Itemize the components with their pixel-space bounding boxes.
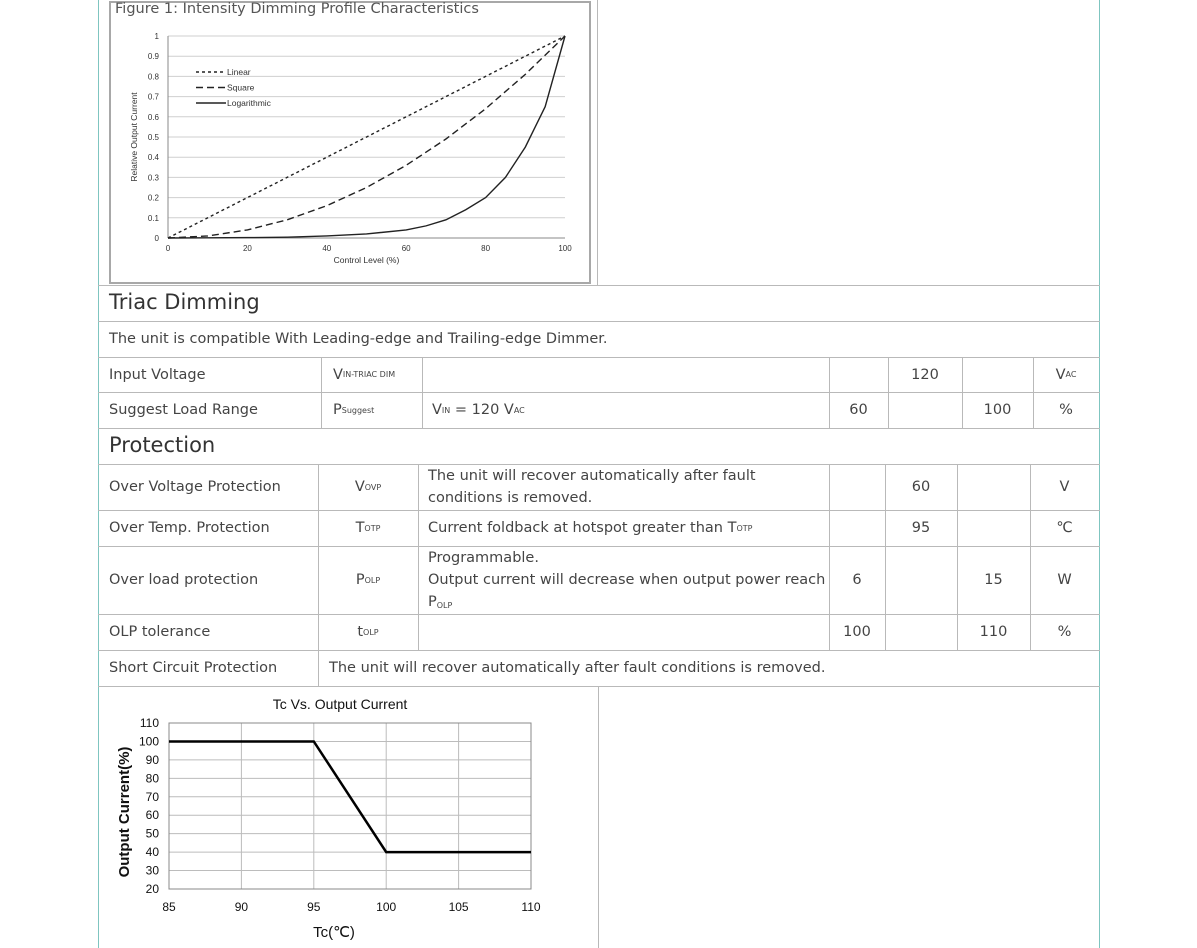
chart-title: Tc Vs. Output Current xyxy=(272,696,408,712)
y-tick-label: 0.6 xyxy=(147,112,159,122)
symbol-sub: Suggest xyxy=(341,405,375,415)
symbol-sub: OLP xyxy=(364,575,381,585)
row-ovp-symbol xyxy=(318,464,418,510)
cond-line-3 xyxy=(428,591,825,617)
cond-line-2: Output current will decrease when output power reach xyxy=(428,572,826,588)
row-olp-condition xyxy=(428,547,825,617)
row-scp-param: Short Circuit Protection xyxy=(109,660,278,676)
y-tick-label: 100 xyxy=(138,734,159,749)
page-frame-left xyxy=(98,0,99,948)
y-tick-label: 0.5 xyxy=(147,133,159,142)
row-olp-tolerance-max: 110 xyxy=(979,624,1008,640)
y-tick-label: 80 xyxy=(145,771,159,786)
row-otp-unit: ℃ xyxy=(1056,520,1073,536)
x-axis-label: Tc(℃) xyxy=(313,924,355,941)
figure2-chart xyxy=(100,688,596,946)
row-olp-tolerance-param: OLP tolerance xyxy=(109,624,211,640)
row-otp-typ: 95 xyxy=(911,520,931,536)
y-tick-label: 0.7 xyxy=(147,92,159,102)
y-tick-label: 60 xyxy=(145,808,159,823)
cond-main: P xyxy=(428,594,437,610)
row-olp-max: 15 xyxy=(984,572,1003,588)
row-olp-tolerance-unit: % xyxy=(1057,624,1072,640)
y-tick-label: 0.9 xyxy=(147,52,159,62)
y-tick-label: 110 xyxy=(139,716,159,730)
x-tick-label: 100 xyxy=(376,900,397,914)
row-ovp-unit: V xyxy=(1059,479,1070,495)
x-tick-label: 20 xyxy=(242,244,252,253)
legend-label: Linear xyxy=(227,67,251,77)
triac-note: The unit is compatible With Leading-edge and Trailing-edge Dimmer. xyxy=(109,331,608,347)
rule xyxy=(597,0,598,285)
x-tick-label: 85 xyxy=(162,900,176,914)
section-title-triac: Triac Dimming xyxy=(109,290,260,314)
row-otp-condition xyxy=(428,510,752,546)
cond-main: V xyxy=(432,402,442,418)
cond-sub: OLP xyxy=(436,601,453,610)
symbol-sub: OTP xyxy=(364,523,381,533)
symbol-main: V xyxy=(354,479,365,495)
rule xyxy=(98,686,1100,687)
row-ovp-condition: The unit will recover automatically after fault conditions is removed. xyxy=(428,468,756,506)
row-input-voltage-symbol xyxy=(333,357,395,392)
row-scp-condition: The unit will recover automatically after fault conditions is removed. xyxy=(329,660,826,676)
symbol-main: V xyxy=(333,366,343,383)
unit-main: V xyxy=(1055,366,1066,383)
row-olp-param: Over load protection xyxy=(109,572,259,588)
legend-label: Logarithmic xyxy=(227,98,271,108)
cond-main: Current foldback at hotspot greater than T xyxy=(428,520,737,536)
cond-line-1: Programmable. xyxy=(428,550,539,566)
row-olp-symbol xyxy=(318,546,418,614)
rule xyxy=(418,464,419,650)
row-ovp-param: Over Voltage Protection xyxy=(109,479,281,495)
figure1-chart xyxy=(111,20,589,282)
y-tick-label: 20 xyxy=(145,882,159,896)
y-tick-label: 30 xyxy=(145,863,159,878)
row-input-voltage-unit xyxy=(1033,357,1099,392)
rule xyxy=(598,686,599,948)
y-tick-label: 90 xyxy=(145,752,159,767)
row-load-range-condition xyxy=(432,392,525,428)
legend-label: Square xyxy=(227,82,255,93)
cond-tail: = 120 V xyxy=(450,402,514,418)
x-tick-label: 90 xyxy=(234,900,249,914)
unit-sub: AC xyxy=(1065,370,1077,379)
y-tick-label: 0.8 xyxy=(147,72,159,82)
cond-sub: IN xyxy=(441,405,451,415)
symbol-main: t xyxy=(357,624,364,640)
y-tick-label: 0 xyxy=(154,234,159,243)
row-otp-param: Over Temp. Protection xyxy=(109,520,270,536)
y-axis-label: Relative Output Current xyxy=(129,92,139,182)
y-tick-label: 0.2 xyxy=(147,193,159,203)
cond-tail-sub: AC xyxy=(513,405,525,415)
row-load-range-max: 100 xyxy=(983,402,1012,418)
y-tick-label: 70 xyxy=(145,789,159,804)
cond-sub: OTP xyxy=(736,523,753,533)
row-ovp-typ: 60 xyxy=(911,479,931,495)
row-load-range-min: 60 xyxy=(849,402,868,418)
y-tick-label: 40 xyxy=(145,845,159,860)
rule xyxy=(98,285,1100,286)
figure1-title: Figure 1: Intensity Dimming Profile Characteristics xyxy=(115,1,479,17)
y-tick-label: 0.1 xyxy=(147,213,159,223)
symbol-main: T xyxy=(355,520,365,536)
row-otp-symbol xyxy=(318,510,418,546)
y-axis-label: Output Current(%) xyxy=(116,746,133,878)
x-tick-label: 60 xyxy=(401,244,411,253)
y-tick-label: 50 xyxy=(145,826,159,841)
plot-frame xyxy=(169,723,531,889)
symbol-sub: OVP xyxy=(364,482,382,492)
x-tick-label: 80 xyxy=(481,244,491,253)
page-frame-right xyxy=(1099,0,1100,948)
rule xyxy=(321,357,322,428)
row-load-range-unit: % xyxy=(1059,402,1073,418)
symbol-main: P xyxy=(333,402,342,418)
x-axis-label: Control Level (%) xyxy=(333,255,400,265)
x-tick-label: 95 xyxy=(307,900,321,914)
symbol-sub: IN-TRIAC DIM xyxy=(342,370,396,379)
x-tick-label: 40 xyxy=(322,244,332,253)
section-title-protection: Protection xyxy=(109,433,216,457)
y-tick-label: 1 xyxy=(154,32,159,41)
symbol-sub: OLP xyxy=(363,627,379,637)
row-input-voltage-typ: 120 xyxy=(911,366,939,383)
row-olp-tolerance-min: 100 xyxy=(843,624,871,640)
row-olp-tolerance-symbol xyxy=(318,614,418,650)
x-tick-label: 0 xyxy=(165,244,171,253)
row-input-voltage-param: Input Voltage xyxy=(109,366,206,383)
row-load-range-symbol xyxy=(333,392,374,428)
row-load-range-param: Suggest Load Range xyxy=(109,402,258,418)
symbol-main: P xyxy=(355,572,365,588)
y-tick-label: 0.4 xyxy=(147,153,159,163)
rule xyxy=(98,428,1100,429)
row-olp-min: 6 xyxy=(852,572,862,588)
x-tick-label: 105 xyxy=(448,900,469,914)
rule xyxy=(422,357,423,428)
y-tick-label: 0.3 xyxy=(147,173,159,183)
x-tick-label: 100 xyxy=(558,244,572,253)
row-olp-unit: W xyxy=(1057,572,1072,588)
x-tick-label: 110 xyxy=(521,900,541,914)
